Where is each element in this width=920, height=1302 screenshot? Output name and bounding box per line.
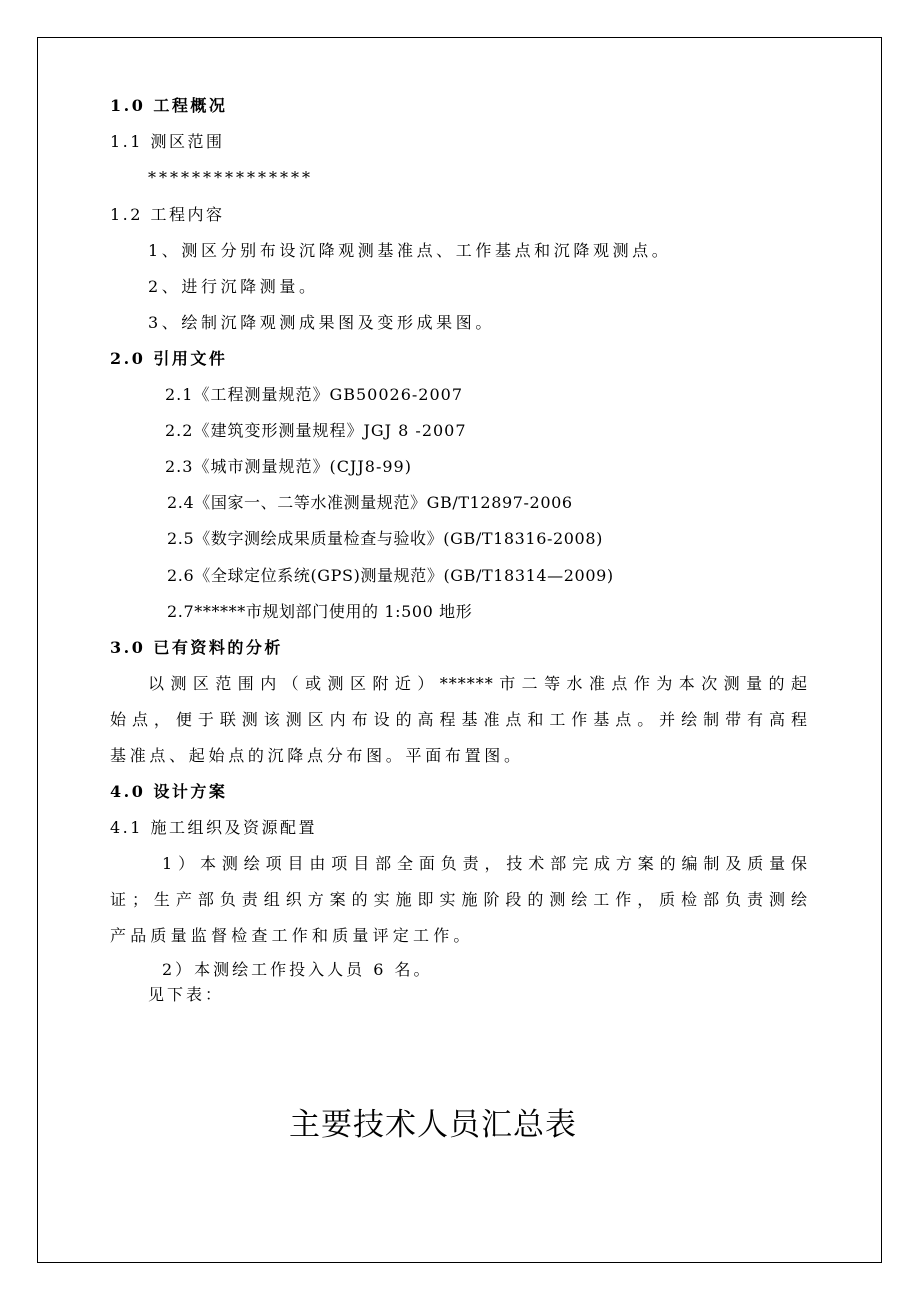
section-1-1-text: *************** — [148, 168, 313, 187]
reference-2-7: 2.7******市规划部门使用的 1:500 地形 — [167, 602, 473, 621]
section-3-paragraph-line-1: 以测区范围内（或测区附近）******市二等水准点作为本次测量的起 — [148, 674, 808, 693]
reference-2-2: 2.2《建筑变形测量规程》JGJ 8 -2007 — [165, 421, 467, 440]
see-table-note: 见下表： — [148, 985, 225, 1004]
reference-2-6: 2.6《全球定位系统(GPS)测量规范》(GB/T18314—2009) — [167, 566, 614, 585]
section-3-paragraph-line-3: 基准点、起始点的沉降点分布图。平面布置图。 — [110, 746, 524, 765]
section-3-heading: 3.0 已有资料的分析 — [110, 638, 283, 657]
section-1-heading: 1.0 工程概况 — [110, 96, 228, 115]
section-4-1-heading: 4.1 施工组织及资源配置 — [110, 818, 318, 837]
reference-2-3: 2.3《城市测量规范》(CJJ8-99) — [165, 457, 412, 476]
section-4-heading: 4.0 设计方案 — [110, 782, 228, 801]
section-4-1-paragraph-line-3: 产品质量监督检查工作和质量评定工作。 — [110, 926, 474, 945]
section-1-1-heading: 1.1 测区范围 — [110, 132, 225, 151]
section-1-2-item-1: 1、测区分别布设沉降观测基准点、工作基点和沉降观测点。 — [148, 241, 672, 260]
table-title: 主要技术人员汇总表 — [289, 1107, 577, 1143]
section-4-1-paragraph-line-1: 1）本测绘项目由项目部全面负责，技术部完成方案的编制及质量保 — [162, 854, 808, 873]
section-3-paragraph-line-2: 始点，便于联测该测区内布设的高程基准点和工作基点。并绘制带有高程 — [110, 710, 808, 729]
section-2-heading: 2.0 引用文件 — [110, 349, 228, 368]
section-1-2-item-2: 2、进行沉降测量。 — [148, 277, 319, 296]
section-4-1-paragraph-line-2: 证；生产部负责组织方案的实施即实施阶段的测绘工作，质检部负责测绘 — [110, 890, 808, 909]
section-1-2-item-3: 3、绘制沉降观测成果图及变形成果图。 — [148, 313, 495, 332]
section-1-2-heading: 1.2 工程内容 — [110, 205, 225, 224]
section-4-1-item-2: 2）本测绘工作投入人员 6 名。 — [162, 960, 433, 979]
reference-2-4: 2.4《国家一、二等水准测量规范》GB/T12897-2006 — [167, 493, 573, 512]
reference-2-1: 2.1《工程测量规范》GB50026-2007 — [165, 385, 464, 404]
reference-2-5: 2.5《数字测绘成果质量检查与验收》(GB/T18316-2008) — [167, 529, 603, 548]
